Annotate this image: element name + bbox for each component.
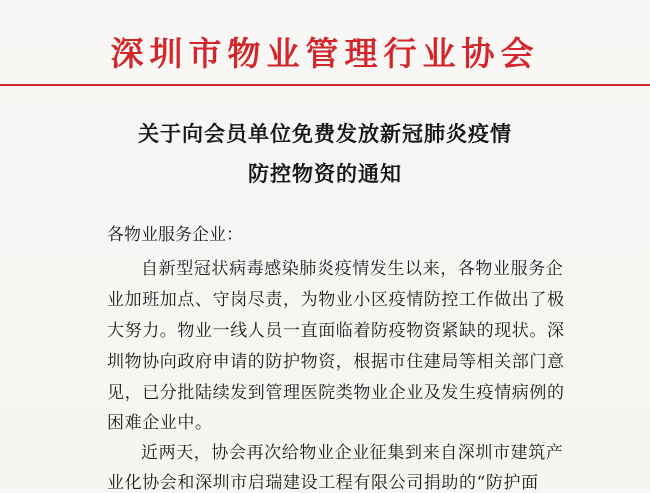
paragraph-1-line: 业加班加点、守岗尽责，为物业小区疫情防控工作做出了极 bbox=[107, 290, 565, 310]
paragraph-1-line: 自新型冠状病毒感染肺炎疫情发生以来，各物业服务企 bbox=[141, 259, 564, 279]
paragraph-2-line: 近两天，协会再次给物业企业征集到来自深圳市建筑产 bbox=[141, 443, 564, 463]
letterhead-red-rule bbox=[0, 84, 650, 86]
paragraph-1-line: 大努力。物业一线人员一直面临着防疫物资紧缺的现状。深 bbox=[107, 321, 565, 341]
notice-title-line-1: 关于向会员单位免费发放新冠肺炎疫情 bbox=[138, 121, 512, 146]
letterhead-org-name: 深圳市物业管理行业协会 bbox=[110, 34, 540, 73]
salutation: 各物业服务企业： bbox=[107, 225, 243, 245]
paragraph-1-line: 圳物协向政府申请的防护物资，根据市住建局等相关部门意 bbox=[107, 352, 565, 372]
notice-title-line-2: 防控物资的通知 bbox=[248, 161, 402, 186]
paragraph-1-line: 见，已分批陆续发到管理医院类物业企业及发生疫情病例的 bbox=[107, 383, 565, 403]
paragraph-2-line: 业化协会和深圳市启瑞建设工程有限公司捐助的“防护面 bbox=[107, 473, 539, 493]
paragraph-1-line: 困难企业中。 bbox=[107, 413, 213, 433]
